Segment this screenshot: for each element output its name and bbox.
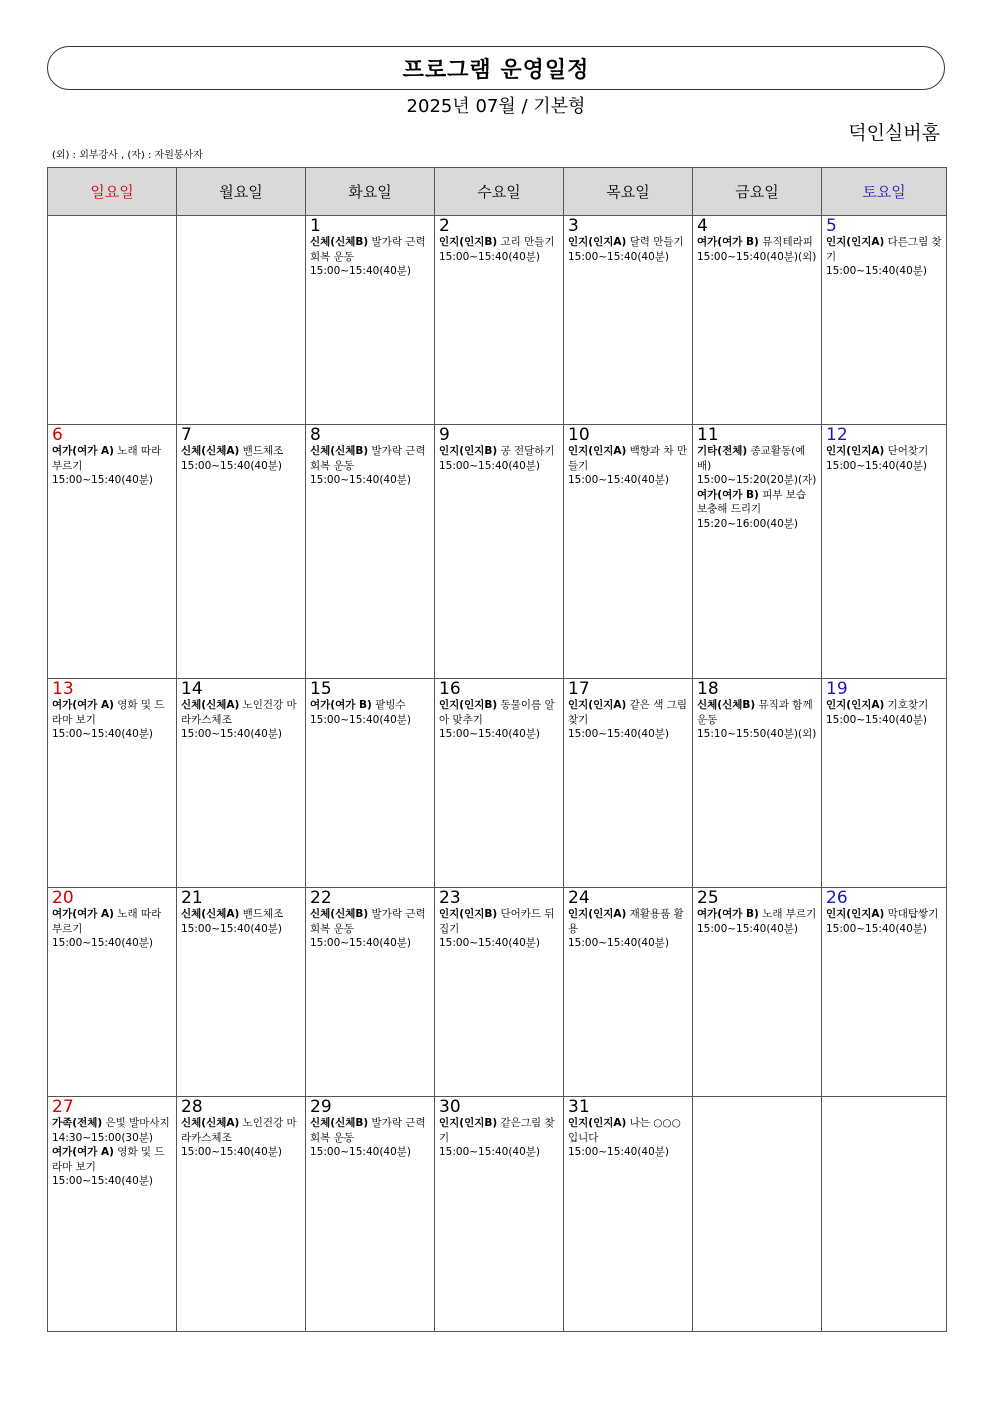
event-category: 신체(신체A): [181, 908, 240, 920]
day-cell: [306, 679, 435, 888]
event-title: 같은그림 찾기: [439, 1117, 555, 1144]
event-category: 여가(여가 B): [697, 908, 759, 920]
event-time: 15:10~15:50(40분)(외): [697, 728, 817, 740]
event-category: 신체(신체A): [181, 699, 240, 711]
day-cell: [48, 1097, 177, 1332]
event-title: 발가락 근력 회복 운동: [310, 445, 426, 472]
day-cell: [693, 679, 822, 888]
event-title: 발가락 근력 회복 운동: [310, 908, 426, 935]
event-category: 신체(신체B): [310, 1117, 369, 1129]
day-number: 26: [826, 888, 848, 908]
day-cell: [177, 425, 306, 679]
event-title: 막대탑쌓기: [887, 908, 939, 920]
event-category: 여가(여가 A): [52, 445, 114, 457]
day-number: 16: [439, 679, 461, 699]
program-event: [568, 444, 688, 488]
program-event: [568, 235, 688, 264]
event-title: 종교활동(예배): [697, 445, 806, 472]
program-event: [310, 235, 430, 279]
program-event: [439, 907, 559, 951]
event-title: 노래 따라 부르기: [52, 445, 162, 472]
day-number: 28: [181, 1097, 203, 1117]
program-event: [52, 907, 172, 951]
week-row: [48, 679, 947, 888]
program-event: [181, 444, 301, 473]
event-category: 신체(신체A): [181, 445, 240, 457]
day-cell: [177, 1097, 306, 1332]
day-cell: [306, 216, 435, 425]
day-number: 30: [439, 1097, 461, 1117]
program-event: [181, 1116, 301, 1160]
day-number: 10: [568, 425, 590, 445]
program-event: [310, 698, 430, 727]
event-time: 15:00~15:40(40분): [439, 937, 541, 949]
day-cell: [48, 679, 177, 888]
day-number: 11: [697, 425, 719, 445]
day-cell: [306, 888, 435, 1097]
event-time: 15:00~15:40(40분): [181, 459, 283, 472]
event-time: 15:00~15:40(40분): [52, 1175, 154, 1187]
event-time: 15:00~15:40(40분): [697, 922, 799, 935]
event-category: 여가(여가 A): [52, 1146, 114, 1158]
event-title: 노인건강 마라카스체조: [181, 699, 297, 726]
event-category: 여가(여가 B): [310, 699, 372, 711]
event-title: 밴드체조: [242, 445, 284, 457]
day-number: 22: [310, 888, 332, 908]
event-time: 15:00~15:40(40분): [568, 474, 670, 486]
day-cell: [435, 216, 564, 425]
weekday-tuesday: 화요일: [306, 168, 435, 216]
event-title: 나는 ○○○입니다: [568, 1117, 681, 1144]
program-event: [439, 235, 559, 264]
event-time: 15:00~15:40(40분): [826, 265, 928, 277]
event-title: 고리 만들기: [500, 236, 555, 248]
event-title: 은빛 발마사지: [105, 1117, 170, 1129]
event-title: 노래 따라 부르기: [52, 908, 162, 935]
weekday-thursday: 목요일: [564, 168, 693, 216]
event-title: 뮤직과 함께 운동: [697, 699, 813, 726]
program-event: [697, 907, 817, 936]
event-title: 발가락 근력 회복 운동: [310, 236, 426, 263]
event-category: 신체(신체B): [310, 236, 369, 248]
event-time: 15:00~15:40(40분)(외): [697, 250, 817, 263]
event-time: 15:00~15:40(40분): [568, 728, 670, 740]
event-title: 팥빙수: [375, 699, 406, 711]
day-number: 8: [310, 425, 321, 445]
event-category: 인지(인지A): [568, 908, 627, 920]
event-category: 인지(인지B): [439, 908, 498, 920]
event-title: 피부 보습 보충해 드리기: [697, 488, 807, 515]
day-cell: [693, 888, 822, 1097]
day-number: 7: [181, 425, 192, 445]
event-title: 공 전달하기: [500, 445, 555, 457]
event-category: 신체(신체B): [697, 699, 756, 711]
program-event: [697, 444, 817, 488]
event-category: 인지(인지A): [826, 445, 885, 457]
event-category: 인지(인지B): [439, 236, 498, 248]
program-event: [826, 698, 942, 727]
event-category: 여가(여가 B): [697, 488, 759, 501]
day-number: 2: [439, 216, 450, 236]
event-title: 같은 색 그림찾기: [568, 699, 688, 726]
day-cell: [564, 888, 693, 1097]
week-row: [48, 1097, 947, 1332]
program-event: [697, 488, 817, 532]
event-title: 노래 부르기: [762, 908, 817, 920]
page-title: 프로그램 운영일정: [402, 57, 590, 83]
event-category: 신체(신체B): [310, 908, 369, 920]
program-event: [52, 1145, 172, 1189]
event-time: 15:00~15:40(40분): [568, 1146, 670, 1158]
event-title: 재활용품 활용: [568, 908, 684, 935]
day-cell: [822, 1097, 947, 1332]
day-number: 5: [826, 216, 837, 236]
program-event: [826, 235, 942, 279]
program-event: [826, 907, 942, 936]
day-number: 14: [181, 679, 203, 699]
event-title: 밴드체조: [242, 908, 284, 920]
program-event: [310, 907, 430, 951]
day-cell: [564, 216, 693, 425]
weekday-friday: 금요일: [693, 168, 822, 216]
weekday-sunday: 일요일: [48, 168, 177, 216]
program-event: [52, 444, 172, 488]
event-category: 신체(신체B): [310, 445, 369, 457]
event-time: 15:00~15:40(40분): [826, 713, 928, 726]
day-cell: [564, 1097, 693, 1332]
day-number: 27: [52, 1097, 74, 1117]
program-event: [310, 1116, 430, 1160]
event-title: 단어찾기: [887, 445, 929, 457]
program-event: [697, 698, 817, 742]
event-title: 발가락 근력 회복 운동: [310, 1117, 426, 1144]
event-category: 인지(인지A): [568, 445, 627, 457]
day-number: 6: [52, 425, 63, 445]
event-time: 15:00~15:40(40분): [181, 728, 283, 740]
event-category: 기타(전체): [697, 445, 748, 457]
event-title: 동물이름 알아 맞추기: [439, 699, 555, 726]
event-time: 15:00~15:40(40분): [568, 250, 670, 263]
event-title: 다른그림 찾기: [826, 236, 942, 263]
program-event: [439, 1116, 559, 1160]
event-category: 인지(인지A): [568, 699, 627, 711]
event-title: 영화 및 드라마 보기: [52, 699, 165, 726]
day-number: 3: [568, 216, 579, 236]
program-event: [697, 235, 817, 264]
event-time: 15:00~15:40(40분): [310, 474, 412, 486]
event-time: 15:00~15:40(40분): [310, 1146, 412, 1158]
day-cell: [822, 888, 947, 1097]
event-category: 여가(여가 A): [52, 699, 114, 711]
event-time: 15:00~15:40(40분): [568, 937, 670, 949]
day-number: 13: [52, 679, 74, 699]
day-cell: [435, 679, 564, 888]
event-time: 15:00~15:40(40분): [439, 250, 541, 263]
event-time: 15:00~15:40(40분): [439, 459, 541, 472]
event-time: 15:00~15:40(40분): [52, 474, 154, 486]
program-event: [439, 444, 559, 473]
organization-name: 덕인실버홈: [848, 122, 940, 144]
day-cell: [177, 216, 306, 425]
event-time: 15:00~15:40(40분): [826, 459, 928, 472]
day-number: 25: [697, 888, 719, 908]
event-category: 인지(인지A): [826, 908, 885, 920]
day-cell: [48, 888, 177, 1097]
day-number: 20: [52, 888, 74, 908]
event-category: 신체(신체A): [181, 1117, 240, 1129]
day-cell: [435, 425, 564, 679]
event-category: 인지(인지A): [826, 236, 885, 248]
weekday-header-row: [48, 168, 947, 216]
day-number: 17: [568, 679, 590, 699]
event-title: 단어카드 뒤집기: [439, 908, 555, 935]
event-time: 15:00~15:20(20분)(자): [697, 474, 817, 486]
event-title: 노인건강 마라카스체조: [181, 1117, 297, 1144]
program-event: [181, 698, 301, 742]
day-cell: [693, 1097, 822, 1332]
event-time: 15:00~15:40(40분): [52, 728, 154, 740]
day-cell: [177, 679, 306, 888]
day-cell: [693, 216, 822, 425]
page-subtitle: 2025년 07월 / 기본형: [406, 96, 586, 117]
program-event: [181, 907, 301, 936]
event-title: 기호찾기: [887, 699, 929, 711]
day-cell: [822, 679, 947, 888]
program-event: [439, 698, 559, 742]
event-time: 15:00~15:40(40분): [310, 713, 412, 726]
day-number: 23: [439, 888, 461, 908]
day-number: 24: [568, 888, 590, 908]
program-event: [568, 907, 688, 951]
day-cell: [822, 425, 947, 679]
weekday-monday: 월요일: [177, 168, 306, 216]
event-time: 15:00~15:40(40분): [826, 922, 928, 935]
event-title: 달력 만들기: [629, 236, 684, 248]
day-number: 4: [697, 216, 708, 236]
week-row: [48, 216, 947, 425]
day-cell: [48, 425, 177, 679]
program-event: [568, 698, 688, 742]
day-number: 9: [439, 425, 450, 445]
event-category: 인지(인지A): [568, 236, 627, 248]
day-cell: [306, 425, 435, 679]
program-event: [310, 444, 430, 488]
weekday-wednesday: 수요일: [435, 168, 564, 216]
day-number: 15: [310, 679, 332, 699]
legend-note: (외) : 외부강사 , (자) : 자원봉사자: [52, 150, 203, 161]
program-event: [52, 698, 172, 742]
title-box: [47, 46, 945, 90]
calendar-table: [47, 167, 947, 1332]
event-category: 인지(인지B): [439, 699, 498, 711]
day-cell: [435, 1097, 564, 1332]
event-time: 15:00~15:40(40분): [181, 1146, 283, 1158]
event-time: 15:00~15:40(40분): [439, 728, 541, 740]
event-category: 인지(인지A): [568, 1117, 627, 1129]
program-event: [52, 1116, 172, 1145]
day-number: 18: [697, 679, 719, 699]
program-event: [826, 444, 942, 473]
day-cell: [822, 216, 947, 425]
day-number: 21: [181, 888, 203, 908]
event-title: 뮤직테라피: [762, 236, 813, 248]
day-cell: [306, 1097, 435, 1332]
day-number: 19: [826, 679, 848, 699]
day-number: 12: [826, 425, 848, 445]
program-event: [568, 1116, 688, 1160]
event-time: 15:00~15:40(40분): [310, 265, 412, 277]
day-number: 29: [310, 1097, 332, 1117]
day-cell: [435, 888, 564, 1097]
event-category: 인지(인지A): [826, 699, 885, 711]
day-cell: [177, 888, 306, 1097]
event-category: 여가(여가 B): [697, 236, 759, 248]
event-time: 15:00~15:40(40분): [439, 1146, 541, 1158]
event-time: 15:20~16:00(40분): [697, 517, 799, 530]
event-title: 백향과 차 만들기: [568, 445, 688, 472]
event-time: 14:30~15:00(30분): [52, 1131, 154, 1144]
event-time: 15:00~15:40(40분): [52, 937, 154, 949]
day-cell: [693, 425, 822, 679]
day-cell: [564, 679, 693, 888]
week-row: [48, 425, 947, 679]
day-number: 1: [310, 216, 321, 236]
weekday-saturday: 토요일: [822, 168, 947, 216]
event-category: 인지(인지B): [439, 1117, 498, 1129]
event-category: 가족(전체): [52, 1117, 103, 1129]
week-row: [48, 888, 947, 1097]
event-category: 인지(인지B): [439, 445, 498, 457]
event-category: 여가(여가 A): [52, 908, 114, 920]
day-cell: [564, 425, 693, 679]
event-time: 15:00~15:40(40분): [310, 937, 412, 949]
event-time: 15:00~15:40(40분): [181, 922, 283, 935]
day-cell: [48, 216, 177, 425]
day-number: 31: [568, 1097, 590, 1117]
event-title: 영화 및 드라마 보기: [52, 1146, 165, 1173]
